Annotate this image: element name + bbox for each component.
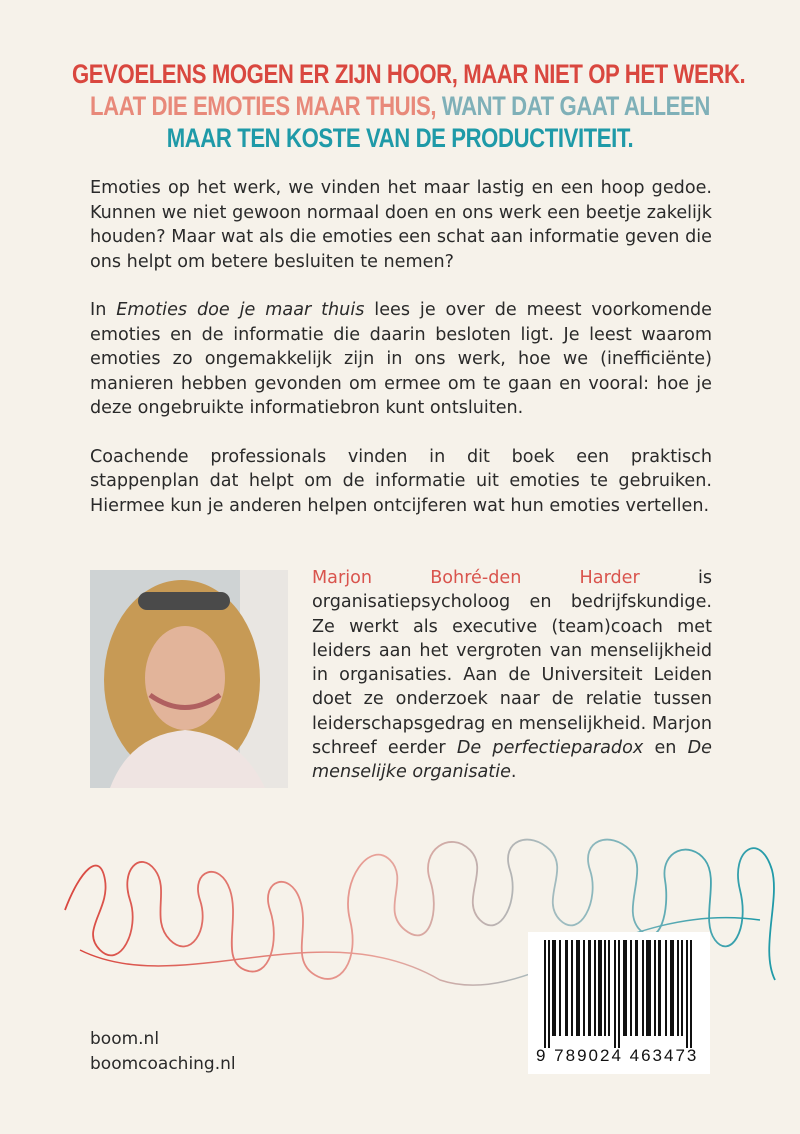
barcode-bars	[538, 940, 702, 1048]
blurb-paragraph-2	[90, 298, 712, 421]
book-title: De menselijke organisatie	[312, 738, 712, 783]
text: en	[643, 738, 688, 759]
author-photo	[90, 570, 288, 788]
book-title: De perfectieparadox	[456, 738, 644, 759]
text: lees je over de meest voorkomende emoties en de informatie die daarin besloten ligt. Je leest waarom emoties zo ongemakkelijk zijn in ons werk, hoe we (inefficiënte) manieren hebben gevonden om ermee om te gaan en vooral: hoe je deze ongebruikte informatiebron kunt ontsluiten.	[90, 300, 712, 418]
publisher-links	[90, 1027, 236, 1077]
headline-line-2	[72, 90, 728, 122]
author-name: Marjon Bohré-den Harder	[312, 568, 640, 588]
blurb-paragraph-1: Emoties op het werk, we vinden het maar lastig en een hoop gedoe. Kunnen we niet gewoon normaal doen en ons werk een beetje zakelijk houden? Maar wat als die emoties een schat aan informatie geven die ons helpt om betere besluiten te nemen?	[90, 178, 712, 272]
blurb-paragraph-3: Coachende professionals vinden in dit boek een praktisch stappenplan dat helpt om de informatie uit emoties te gebruiken. Hiermee kun je anderen helpen ontcijferen wat hun emoties vertellen.	[90, 446, 712, 516]
barcode	[528, 932, 710, 1074]
headline-line-3: MAAR TEN KOSTE VAN DE PRODUCTIVITEIT.	[166, 123, 634, 153]
link-boom[interactable]: boom.nl	[90, 1029, 160, 1049]
isbn-number: 9 789024 463473	[536, 1046, 699, 1065]
headline	[0, 58, 800, 154]
text: .	[510, 762, 517, 783]
headline-line-1: GEVOELENS MOGEN ER ZIJN HOOR, MAAR NIET OP HET WERK.	[72, 59, 746, 89]
blurb	[90, 176, 712, 542]
text: is organisatiepsycholoog en bedrijfskundige. Ze werkt als executive (team)coach met leiders aan het vergroten van menselijkheid in organisaties. Aan de Universiteit Leiden doet ze onderzoek naar de relatie tussen leiderschapsgedrag en menselijkheid. Marjon schreef eerder	[312, 568, 712, 759]
book-title: Emoties doe je maar thuis	[116, 300, 365, 320]
text: In	[90, 300, 117, 320]
headline-line-2a: LAAT DIE EMOTIES MAAR THUIS,	[90, 91, 437, 121]
headline-line-2b: WANT DAT GAAT ALLEEN	[436, 91, 710, 121]
link-boomcoaching[interactable]: boomcoaching.nl	[90, 1054, 236, 1074]
author-bio	[312, 566, 712, 785]
